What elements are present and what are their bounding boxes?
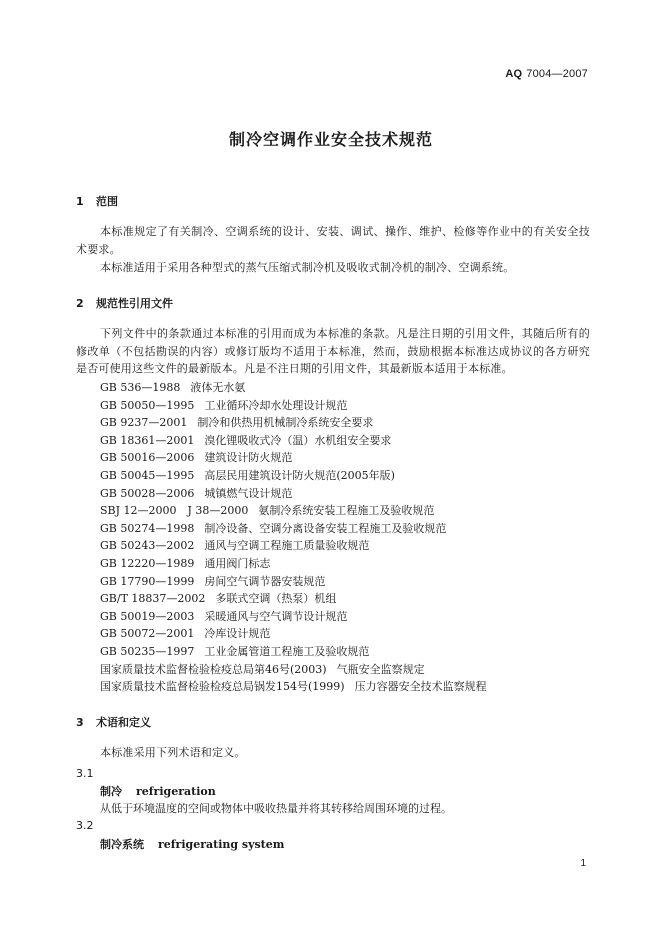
reference-code: GB 18361—2001: [100, 433, 195, 447]
reference-title: 采暖通风与空气调节设计规范: [204, 609, 348, 623]
reference-item: [100, 643, 487, 661]
reference-item: [100, 537, 487, 555]
reference-title: 氨制冷系统安装工程施工及验收规范: [258, 504, 435, 518]
reference-code: GB 9237—2001: [100, 416, 188, 430]
reference-code: SBJ 12—2000 J 38—2000: [100, 504, 249, 518]
section-title: 规范性引用文件: [96, 297, 173, 310]
reference-title: 制冷和供热用机械制冷系统安全要求: [197, 416, 374, 430]
reference-code: GB 50016—2006: [100, 451, 195, 465]
reference-title: 工业循环冷却水处理设计规范: [204, 398, 348, 412]
term-3-1-heading: [100, 783, 216, 799]
reference-code: 国家质量技术监督检验检疫总局第46号(2003): [100, 662, 327, 676]
reference-code: GB 50243—2002: [100, 539, 195, 553]
reference-title: 液体无水氨: [190, 381, 246, 394]
section-number: 2: [76, 297, 84, 310]
reference-title: 溴化锂吸收式冷（温）水机组安全要求: [204, 433, 392, 447]
reference-title: 多联式空调（热泵）机组: [215, 592, 337, 606]
term-3-2-heading: [100, 836, 284, 852]
reference-code: GB 50050—1995: [100, 398, 195, 412]
reference-title: 通用阀门标志: [204, 556, 271, 570]
section-title: 术语和定义: [96, 716, 151, 729]
document-title: 制冷空调作业安全技术规范: [228, 130, 433, 149]
term-en: refrigerating system: [158, 838, 285, 851]
section-1-paragraph-1: 本标准规定了有关制冷、空调系统的设计、安装、调试、操作、维护、检修等作业中的有关安全技术要求。: [76, 225, 590, 256]
reference-item: [100, 397, 487, 415]
normative-references-list: [100, 379, 487, 696]
reference-item: [100, 414, 487, 432]
reference-item: [100, 678, 487, 696]
reference-item: [100, 625, 487, 643]
reference-item: [100, 502, 487, 520]
term-3-2-number: 3.2: [76, 819, 94, 832]
reference-item: [100, 590, 487, 608]
section-3-heading: [76, 714, 151, 730]
reference-title: 通风与空调工程施工质量验收规范: [204, 539, 370, 553]
standard-code-prefix: AQ: [505, 68, 523, 80]
reference-code: GB 50072—2001: [100, 627, 195, 641]
section-title: 范围: [96, 195, 118, 208]
standard-code: [505, 68, 588, 80]
reference-item: [100, 485, 487, 503]
section-3-intro: 本标准采用下列术语和定义。: [100, 746, 246, 759]
reference-title: 冷库设计规范: [204, 627, 271, 641]
reference-code: GB 50235—1997: [100, 644, 195, 658]
reference-item: [100, 467, 487, 485]
reference-item: [100, 449, 487, 467]
section-2-heading: [76, 295, 173, 311]
reference-title: 压力容器安全技术监察规程: [354, 680, 487, 694]
standard-code-number: 7004—2007: [526, 68, 588, 80]
term-zh: 制冷: [100, 785, 122, 798]
term-3-1-number: 3.1: [76, 767, 94, 780]
reference-title: 建筑设计防火规范: [204, 451, 293, 465]
reference-item: [100, 555, 487, 573]
reference-code: GB 50028—2006: [100, 486, 195, 500]
section-2-intro: 下列文件中的条款通过本标准的引用而成为本标准的条款。凡是注日期的引用文件，其随后所有的修改单（不包括勘误的内容）或修订版均不适用于本标准，然而，鼓励根据本标准达成协议的各方研究是否可使用这些文件的最新版本。凡是不注日期的引用文件，其最新版本适用于本标准。: [76, 327, 590, 376]
reference-title: 制冷设备、空调分离设备安装工程施工及验收规范: [204, 521, 447, 535]
section-number: 3: [76, 716, 84, 729]
reference-code: GB 12220—1989: [100, 556, 195, 570]
page-number: 1: [580, 858, 586, 869]
reference-title: 工业金属管道工程施工及验收规范: [204, 644, 370, 658]
reference-item: [100, 661, 487, 679]
reference-item: [100, 573, 487, 591]
reference-item: [100, 379, 487, 397]
term-en: refrigeration: [136, 785, 216, 798]
term-3-1-definition: 从低于环境温度的空间或物体中吸收热量并将其转移给周围环境的过程。: [100, 802, 452, 815]
reference-title: 城镇燃气设计规范: [204, 486, 293, 500]
section-number: 1: [76, 195, 84, 208]
reference-item: [100, 520, 487, 538]
term-zh: 制冷系统: [100, 838, 144, 851]
reference-title: 气瓶安全监察规定: [336, 662, 425, 676]
reference-code: GB/T 18837—2002: [100, 592, 206, 606]
reference-code: GB 17790—1999: [100, 574, 195, 588]
section-1-heading: [76, 193, 118, 209]
reference-title: 高层民用建筑设计防火规范(2005年版): [204, 468, 395, 482]
reference-item: [100, 608, 487, 626]
reference-code: GB 50045—1995: [100, 468, 195, 482]
reference-code: 国家质量技术监督检验检疫总局锅发154号(1999): [100, 680, 345, 694]
reference-code: GB 50019—2003: [100, 609, 195, 623]
reference-title: 房间空气调节器安装规范: [204, 574, 326, 588]
reference-code: GB 536—1988: [100, 381, 181, 394]
reference-code: GB 50274—1998: [100, 521, 195, 535]
section-1-paragraph-2: 本标准适用于采用各种型式的蒸气压缩式制冷机及吸收式制冷机的制冷、空调系统。: [100, 261, 515, 274]
reference-item: [100, 432, 487, 450]
